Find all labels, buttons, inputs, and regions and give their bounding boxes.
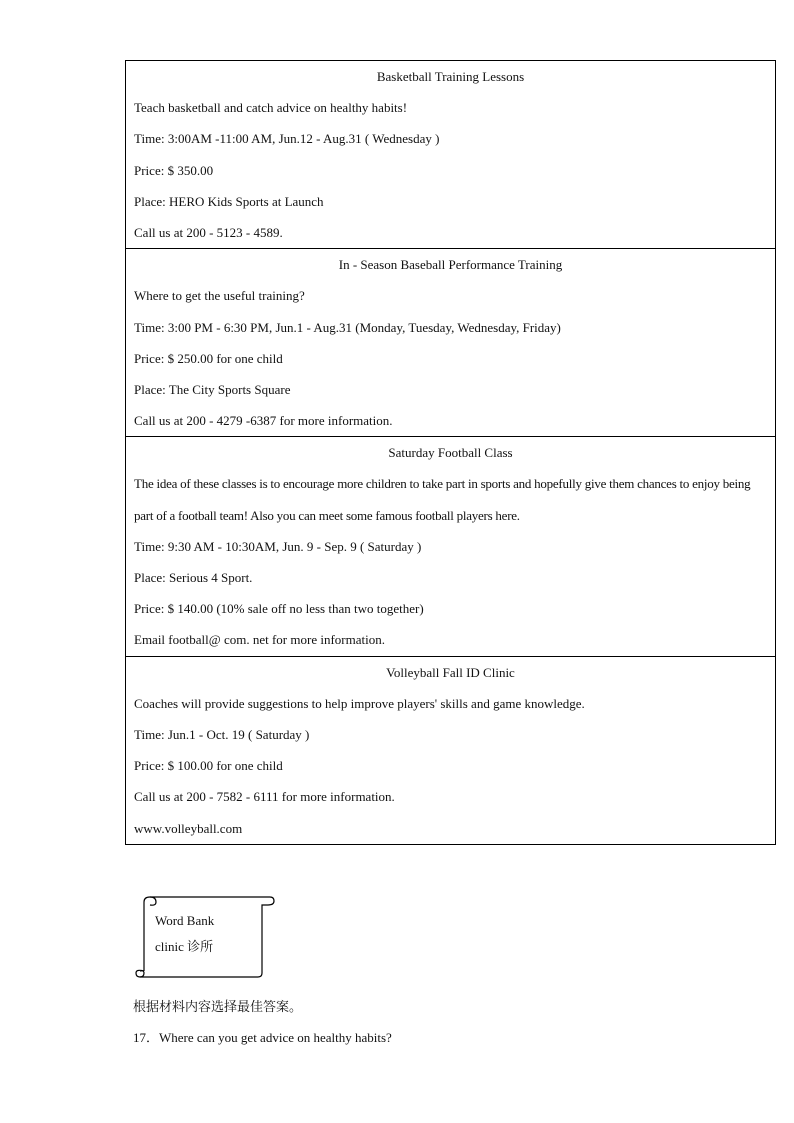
section-line: Call us at 200 - 4279 -6387 for more information. <box>134 413 393 429</box>
section-line: Teach basketball and catch advice on healthy habits! <box>134 100 408 116</box>
word-bank-text <box>155 908 214 960</box>
section-title: Basketball Training Lessons <box>376 69 525 84</box>
word-bank-scroll <box>130 893 280 979</box>
section-line: Price: $ 140.00 (10% sale off no less than two together) <box>134 601 424 617</box>
baseball-section <box>126 248 775 436</box>
question-17: 17．Where can you get advice on healthy habits? <box>133 1030 392 1045</box>
ads-table <box>125 60 776 845</box>
section-line: Coaches will provide suggestions to help improve players' skills and game knowledge. <box>134 695 585 711</box>
section-line: www.volleyball.com <box>134 820 243 836</box>
basketball-section <box>126 61 775 248</box>
section-line: Time: 9:30 AM - 10:30AM, Jun. 9 - Sep. 9 ( Saturday ) <box>134 538 422 554</box>
section-title: In - Season Baseball Performance Training <box>338 257 563 273</box>
instruction-text: 根据材料内容选择最佳答案。 <box>133 1000 303 1015</box>
section-line: Time: Jun.1 - Oct. 19 ( Saturday ) <box>134 726 310 742</box>
section-line: Price: $ 350.00 <box>134 162 214 178</box>
section-title: Volleyball Fall ID Clinic <box>386 664 515 680</box>
section-line: Price: $ 250.00 for one child <box>134 350 283 366</box>
volleyball-section <box>126 656 775 844</box>
section-line: Place: Serious 4 Sport. <box>134 570 253 586</box>
section-line: Place: HERO Kids Sports at Launch <box>134 193 324 209</box>
word-bank-entry: clinic 诊所 <box>155 939 214 954</box>
section-intro: The idea of these classes is to encourage more children to take part in sports and hopefully give them chances to enjoy being part of a football team! Also you can meet some famous football players here. <box>134 476 751 523</box>
section-line: Where to get the useful training? <box>134 288 305 304</box>
section-line: Price: $ 100.00 for one child <box>134 758 283 774</box>
section-line: Place: The City Sports Square <box>134 381 291 397</box>
word-bank-heading: Word Bank <box>155 913 215 928</box>
section-line: Time: 3:00AM -11:00 AM, Jun.12 - Aug.31 ( Wednesday ) <box>134 131 440 147</box>
section-line: Time: 3:00 PM - 6:30 PM, Jun.1 - Aug.31 (Monday, Tuesday, Wednesday, Friday) <box>134 319 561 335</box>
section-line: Call us at 200 - 5123 - 4589. <box>134 224 283 240</box>
football-section <box>126 436 775 655</box>
section-title: Saturday Football Class <box>388 445 513 461</box>
section-line: Email football@ com. net for more information. <box>134 632 385 648</box>
section-line: Call us at 200 - 7582 - 6111 for more information. <box>134 789 395 805</box>
